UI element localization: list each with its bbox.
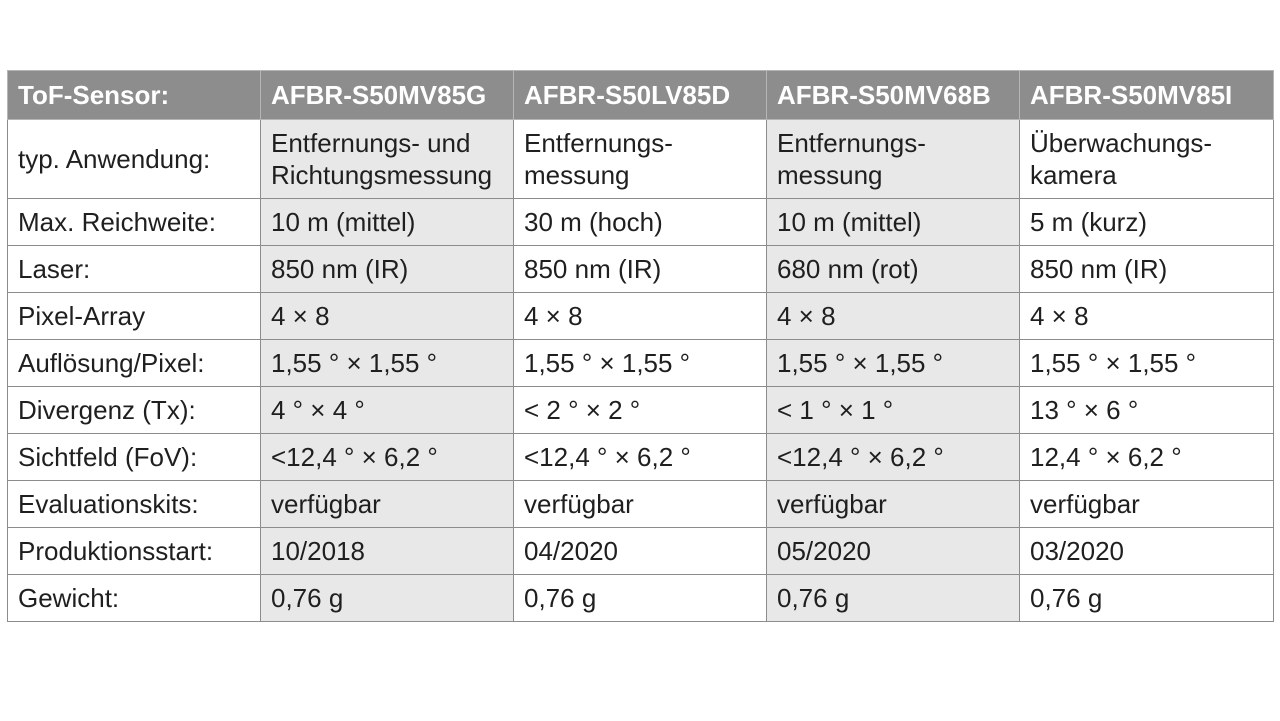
table-body: [8, 120, 1274, 622]
table-cell: 1,55 ° × 1,55 °: [767, 340, 1020, 387]
table-cell: 680 nm (rot): [767, 246, 1020, 293]
table-row: [8, 434, 1274, 481]
table-cell: 1,55 ° × 1,55 °: [1020, 340, 1274, 387]
table-cell: 850 nm (IR): [1020, 246, 1274, 293]
header-cell-afbr-s50lv85d: AFBR-S50LV85D: [514, 71, 767, 120]
table-row: [8, 199, 1274, 246]
table-cell: 10 m (mittel): [261, 199, 514, 246]
table-cell: Entfernungs- und Richtungsmessung: [261, 120, 514, 199]
table-cell: 13 ° × 6 °: [1020, 387, 1274, 434]
row-label-cell: Max. Reichweite:: [8, 199, 261, 246]
table-cell: 0,76 g: [514, 575, 767, 622]
table-cell: 0,76 g: [261, 575, 514, 622]
table-row: [8, 575, 1274, 622]
table-cell: 4 × 8: [514, 293, 767, 340]
table-cell: verfügbar: [1020, 481, 1274, 528]
table-cell: 5 m (kurz): [1020, 199, 1274, 246]
table-row: [8, 246, 1274, 293]
table-cell: 4 × 8: [261, 293, 514, 340]
table-cell: <12,4 ° × 6,2 °: [514, 434, 767, 481]
table-cell: 05/2020: [767, 528, 1020, 575]
table-row: [8, 387, 1274, 434]
table-cell: 1,55 ° × 1,55 °: [514, 340, 767, 387]
header-row: [8, 71, 1274, 120]
sensor-comparison-table: [7, 70, 1274, 622]
table-cell: verfügbar: [514, 481, 767, 528]
table-cell: 12,4 ° × 6,2 °: [1020, 434, 1274, 481]
table-cell: < 2 ° × 2 °: [514, 387, 767, 434]
row-label-cell: typ. Anwendung:: [8, 120, 261, 199]
table-cell: 4 ° × 4 °: [261, 387, 514, 434]
row-label-cell: Produktionsstart:: [8, 528, 261, 575]
row-label-cell: Laser:: [8, 246, 261, 293]
table-cell: 04/2020: [514, 528, 767, 575]
header-cell-afbr-s50mv68b: AFBR-S50MV68B: [767, 71, 1020, 120]
row-label-cell: Evaluationskits:: [8, 481, 261, 528]
table-cell: <12,4 ° × 6,2 °: [261, 434, 514, 481]
table-cell: Entfernungs- messung: [514, 120, 767, 199]
table-cell: 0,76 g: [1020, 575, 1274, 622]
table-row: [8, 528, 1274, 575]
table-cell: 850 nm (IR): [514, 246, 767, 293]
table-cell: 4 × 8: [767, 293, 1020, 340]
table-cell: 850 nm (IR): [261, 246, 514, 293]
table-cell: 10/2018: [261, 528, 514, 575]
header-cell-label: ToF-Sensor:: [8, 71, 261, 120]
table-cell: <12,4 ° × 6,2 °: [767, 434, 1020, 481]
row-label-cell: Divergenz (Tx):: [8, 387, 261, 434]
table-cell: 0,76 g: [767, 575, 1020, 622]
header-cell-afbr-s50mv85g: AFBR-S50MV85G: [261, 71, 514, 120]
table-row: [8, 481, 1274, 528]
table-cell: 03/2020: [1020, 528, 1274, 575]
table-row: [8, 340, 1274, 387]
header-cell-afbr-s50mv85i: AFBR-S50MV85I: [1020, 71, 1274, 120]
table-cell: Entfernungs- messung: [767, 120, 1020, 199]
table-cell: verfügbar: [767, 481, 1020, 528]
table-cell: 10 m (mittel): [767, 199, 1020, 246]
row-label-cell: Gewicht:: [8, 575, 261, 622]
row-label-cell: Auflösung/Pixel:: [8, 340, 261, 387]
table-cell: 30 m (hoch): [514, 199, 767, 246]
row-label-cell: Pixel-Array: [8, 293, 261, 340]
table-row: [8, 120, 1274, 199]
table-header: [8, 71, 1274, 120]
table-cell: 1,55 ° × 1,55 °: [261, 340, 514, 387]
row-label-cell: Sichtfeld (FoV):: [8, 434, 261, 481]
table-cell: Überwachungs- kamera: [1020, 120, 1274, 199]
table-cell: 4 × 8: [1020, 293, 1274, 340]
table-row: [8, 293, 1274, 340]
table-cell: < 1 ° × 1 °: [767, 387, 1020, 434]
table-cell: verfügbar: [261, 481, 514, 528]
